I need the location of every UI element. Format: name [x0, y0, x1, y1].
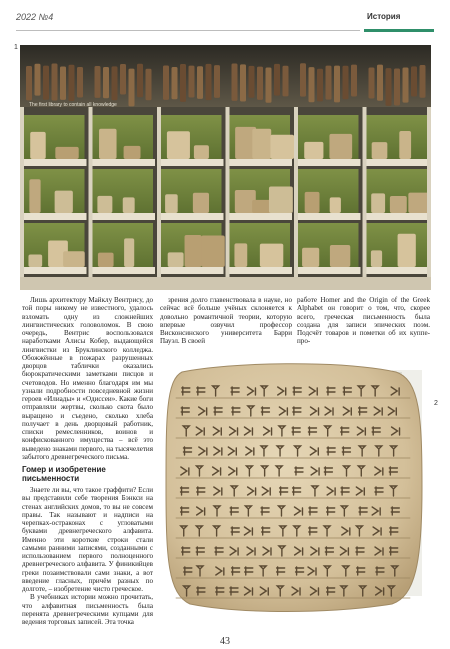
article-column-2: [160, 296, 292, 346]
paragraph: Лишь архитектору Майклу Вентрису, до той поры никому не известного, удалось взломать одну из сложнейших лингвистических головоломок. В свою очередь, Вентрис воспользовался наработками Алисы Кобер, выдающейся лингвистки из Бруклинского колледжа. Обожжённые в пожарах разрушенных дворцов таблички оказались бюрократическими заметками писцов и счетоводов. Но именно благодаря им мы узнали подробности повседневной жизни героев «Илиады» и «Одиссеи». Какие боги отправляли жертвы, сколько скота было выращено и съедено, сколько хлеба получает в день дворцовый работник, списки ремесленников, воинов и конфискованного имущества – всё это выведено знаками первого, на тысячелетия забытого древнегреческого письма.: [22, 296, 153, 461]
paragraph: зрения долго главенствовала в науке, но сейчас всё больше учёных склоняется к довольно романтичной теории, которую впервые озвучил профессор Висконсинского университета Барри Пауэл. В своей: [160, 296, 292, 346]
paragraph: В учебниках истории можно прочитать, что алфавитная письменность была перенята древнегреческими купцами для ведения торговых записей. Эта точка: [22, 593, 153, 626]
paragraph: Знаете ли вы, что такое граффити? Если вы представили себе творения Бэнкси на стенах английских домов, то вы не совсем правы. Так называют и надписи на черепках-остраконах с угловатыми буквами древнегреческого алфавита. Именно эти короткие строки стали самыми ранними записями, созданными с использованием первого полноценного древнегреческого алфавита. У финикийцев греки позаимствовали сами знаки, а вот введение гласных, причём разных по долготе, – изобретение чисто греческое.: [22, 486, 153, 593]
section-heading: Гомер и изобретение письменности: [22, 465, 106, 483]
header-rule: [16, 30, 360, 31]
page-number: 43: [220, 636, 230, 647]
article-column-1: [22, 296, 153, 626]
section-title: История: [367, 12, 401, 21]
header-accent-bar: [364, 29, 434, 32]
article-column-3: [297, 296, 430, 346]
cuneiform-tablet-photo: [160, 358, 430, 616]
figure-number-2: 2: [434, 400, 438, 407]
photo-caption: The first library to contain all knowledge: [29, 102, 117, 108]
museum-shelves-photo: [20, 45, 431, 290]
issue-label: 2022 №4: [16, 12, 54, 22]
paragraph: работе Homer and the Origin of the Greek Alphabet он говорит о том, что, скорее всего, греческая письменность была создана для записи эпических поэм. Подсчёт товаров и пометки об их куппе-про-: [297, 296, 430, 346]
figure-number-1: 1: [14, 44, 18, 51]
